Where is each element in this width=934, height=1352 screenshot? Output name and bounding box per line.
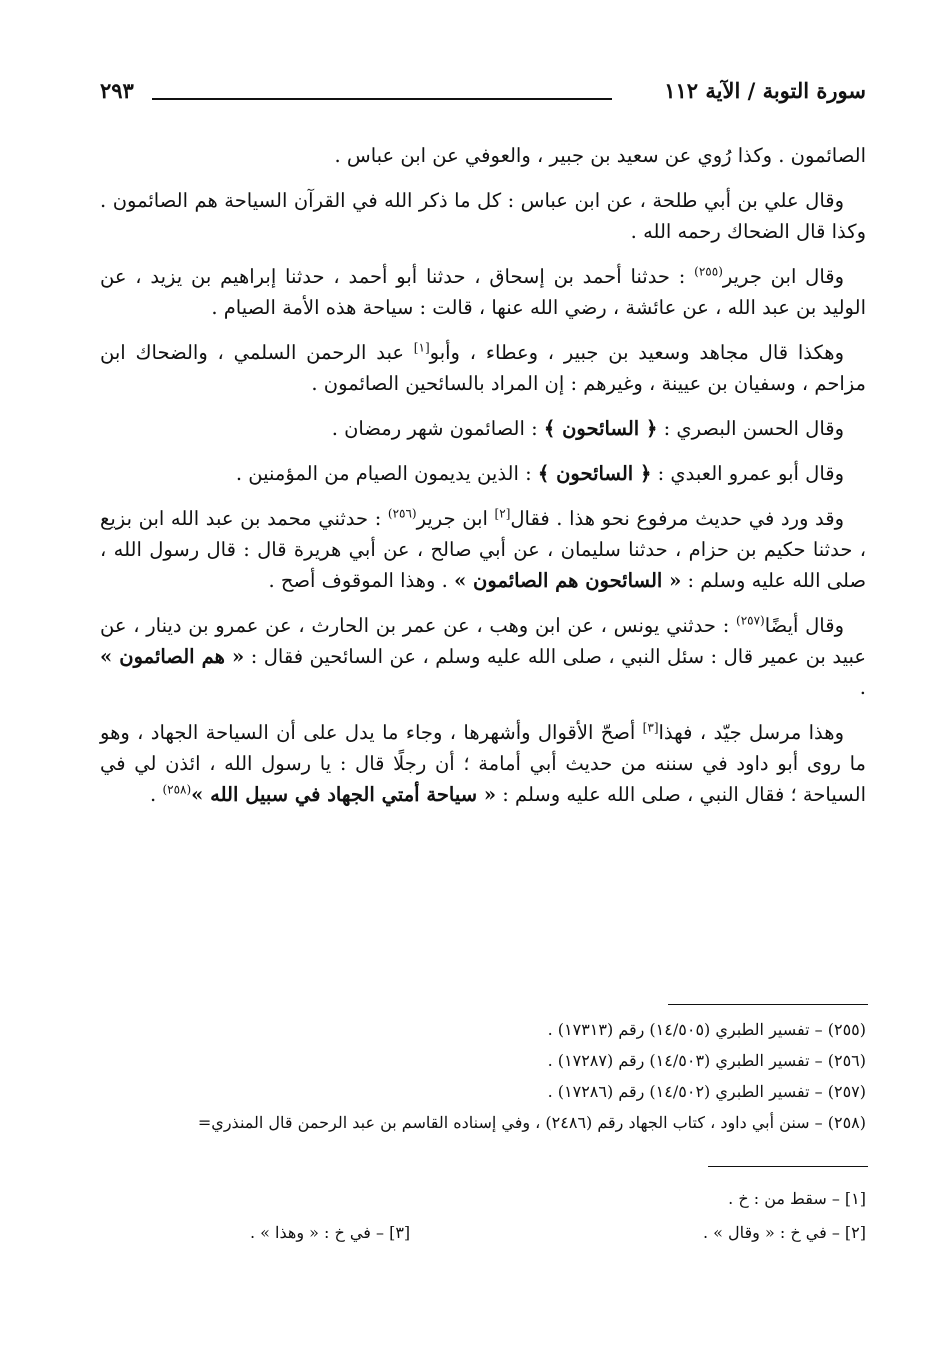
- footnote-ref[interactable]: (٢٥٦): [387, 506, 417, 521]
- note-ref[interactable]: [١]: [413, 340, 430, 355]
- note-ref[interactable]: [٢]: [494, 506, 511, 521]
- footnote-ref[interactable]: (٢٥٥): [694, 264, 723, 279]
- note-row: [100, 1216, 866, 1250]
- footnote-item: (٢٥٦) – تفسير الطبري (١٤/٥٠٣) رقم (١٧٢٨٧) .: [547, 1051, 866, 1070]
- footnote-ref[interactable]: (٢٥٧): [736, 613, 765, 628]
- note-item: [١] – سقط من : خ .: [728, 1189, 866, 1208]
- notes-divider: [708, 1166, 868, 1167]
- footnote-ref[interactable]: (٢٥٨): [162, 782, 192, 797]
- footnote-item: (٢٥٥) – تفسير الطبري (١٤/٥٠٥) رقم (١٧٣١٣) .: [547, 1020, 866, 1039]
- paragraph-8: وقال أيضًا$^{(٢٥٧)}$ : حدثني يونس ، عن ابن وهب ، عن عمر بن الحارث ، عن عمرو بن دينار ، عن عبيد بن عمير قال : سئل النبي ، صلى الله عليه وسلم ، عن السائحين فقال : « هم الصائمون » .: [100, 613, 866, 699]
- paragraph-7: وقد ورد في حديث مرفوع نحو هذا . فقال[٢] ابن جرير$^{(٢٥٦)}$ : حدثني محمد بن عبد الله ابن بزيع ، حدثنا حكيم بن حزام ، حدثنا سليمان ، عن أبي صالح ، عن أبي هريرة قال : قال رسول الله ، صلى الله عليه وسلم : « السائحون هم الصائمون » . وهذا الموقوف أصح .: [100, 506, 866, 592]
- paragraph-9: وهذا مرسل جيّد ، فهذا[٣] أصحّ الأقوال وأشهرها ، وجاء ما يدل على أن السياحة الجهاد ، وهو ما روى أبو داود في سننه من حديث أبي أمامة ؛ أن رجلًا قال : يا رسول الله ، ائذن لي في السياحة ؛ فقال النبي ، صلى الله عليه وسلم : « سياحة أمتي الجهاد في سبيل الله »$^{(٢٥٨)}$ .: [100, 720, 866, 806]
- paragraph-4: وهكذا قال مجاهد وسعيد بن جبير ، وعطاء ، وأبو[١] عبد الرحمن السلمي ، والضحاك ابن مزاحم ، وسفيان بن عيينة ، وغيرهم : إن المراد بالسائحين الصائمون .: [100, 340, 866, 395]
- footnote-item: (٢٥٧) – تفسير الطبري (١٤/٥٠٢) رقم (١٧٢٨٦) .: [547, 1082, 866, 1101]
- footnote-item: (٢٥٨) – سنن أبي داود ، كتاب الجهاد رقم (٢٤٨٦) ، وفي إسناده القاسم بن عبد الرحمن قال المنذري=: [197, 1113, 866, 1132]
- footnotes: [100, 1014, 866, 1138]
- page-header: [100, 78, 866, 112]
- paragraph-1: الصائمون . وكذا رُوي عن سعيد بن جبير ، والعوفي عن ابن عباس .: [334, 144, 866, 167]
- note-row: [100, 1182, 866, 1216]
- note-item: [٢] – في خ : « وقال » .: [702, 1223, 866, 1242]
- hadith-quote: « السائحون هم الصائمون »: [454, 569, 682, 592]
- header-rule: [152, 98, 612, 100]
- footnote-divider: [668, 1004, 868, 1005]
- quran-quote: ﴿ السائحون ﴾: [537, 462, 652, 485]
- hadith-quote: « هم الصائمون »: [100, 645, 245, 668]
- paragraph-5: وقال الحسن البصري : ﴿ السائحون ﴾ : الصائمون شهر رمضان .: [331, 417, 844, 440]
- quran-quote: ﴿ السائحون ﴾: [543, 417, 658, 440]
- paragraph-2: وقال علي بن أبي طلحة ، عن ابن عباس : كل ما ذكر الله في القرآن السياحة هم الصائمون . وكذا قال الضحاك رحمه الله .: [100, 189, 866, 243]
- note-ref[interactable]: [٣]: [642, 720, 659, 735]
- page-number: ٢٩٣: [100, 78, 134, 103]
- note-item: [٣] – في خ : « وهذا » .: [250, 1223, 411, 1242]
- paragraph-6: وقال أبو عمرو العبدي : ﴿ السائحون ﴾ : الذين يديمون الصيام من المؤمنين .: [235, 462, 844, 485]
- manuscript-notes: [100, 1182, 866, 1250]
- hadith-quote: « سياحة أمتي الجهاد في سبيل الله »: [191, 783, 497, 806]
- paragraph-3: وقال ابن جرير$^{(٢٥٥)}$ : حدثنا أحمد بن إسحاق ، حدثنا أبو أحمد ، حدثنا إبراهيم بن يزيد ، عن الوليد بن عبد الله ، عن عائشة ، رضي الله عنها ، قالت : سياحة هذه الأمة الصيام .: [100, 264, 866, 319]
- main-text: [100, 140, 866, 824]
- running-title: سورة التوبة / الآية ١١٢: [664, 78, 866, 103]
